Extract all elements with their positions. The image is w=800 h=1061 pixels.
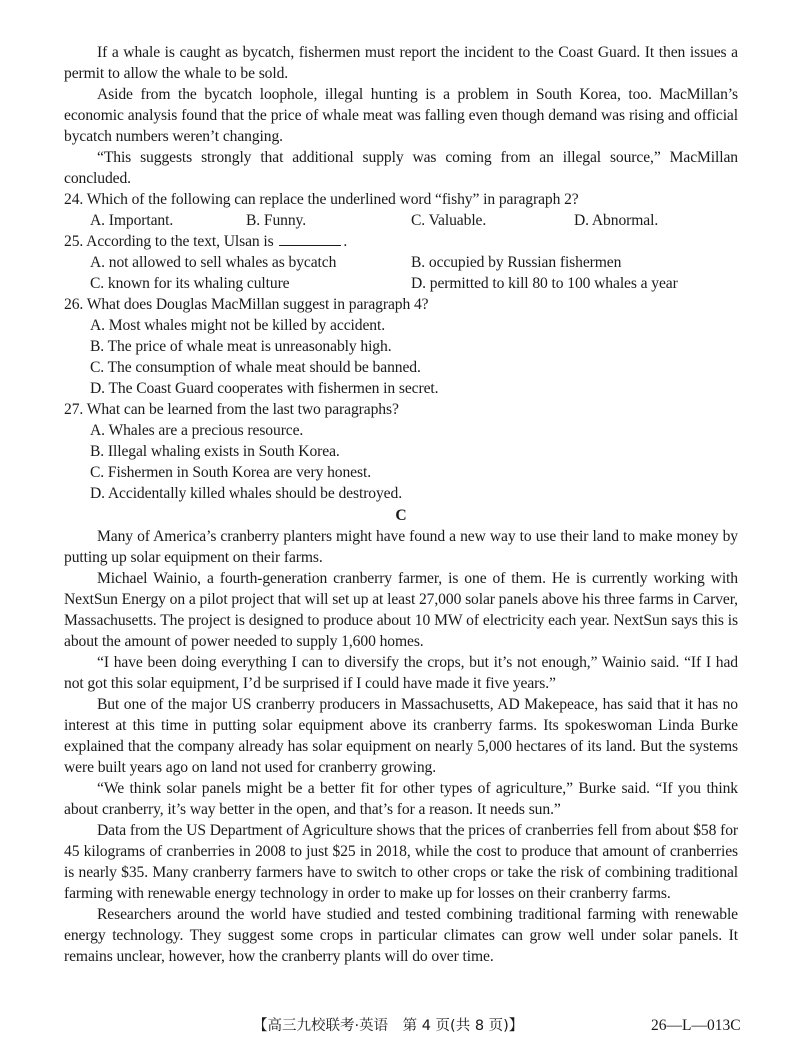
question-number: 27.	[64, 401, 84, 418]
question-26	[64, 294, 738, 399]
question-text: What can be learned from the last two paragraphs?	[86, 401, 399, 418]
option-a: A. Important.	[90, 212, 174, 229]
question-number: 26.	[64, 296, 84, 313]
paragraph: But one of the major US cranberry producers in Massachusetts, AD Makepeace, has said that it has no interest at this time in putting solar equipment above its cranberry farms. Its spokeswoman Linda Burke explained that the company already has solar equipment on nearly 5,000 hectares of its land. But the systems were built years ago on land not used for cranberry growing.	[64, 696, 738, 776]
question-number: 24.	[64, 191, 84, 208]
question-25	[64, 231, 738, 294]
page-footer	[0, 1015, 800, 1037]
question-24	[64, 189, 738, 231]
paragraph: “We think solar panels might be a better fit for other types of agriculture,” Burke said. “If you think about cranberry, it’s way better in the open, and that’s for a reason. It needs sun.”	[64, 780, 738, 818]
question-text: What does Douglas MacMillan suggest in paragraph 4?	[86, 296, 429, 313]
paragraph: Many of America’s cranberry planters might have found a new way to use their land to make money by putting up solar equipment on their farms.	[64, 528, 738, 566]
option-b: B. Funny.	[246, 212, 307, 229]
option-c: C. Fishermen in South Korea are very honest.	[90, 464, 371, 481]
option-b: B. The price of whale meat is unreasonably high.	[90, 338, 392, 355]
option-d: D. Abnormal.	[574, 212, 659, 229]
paragraph: “This suggests strongly that additional supply was coming from an illegal source,” MacMillan concluded.	[64, 149, 738, 187]
question-stem	[64, 231, 738, 252]
option-c: C. Valuable.	[411, 212, 487, 229]
option-d: D. The Coast Guard cooperates with fishermen in secret.	[90, 380, 439, 397]
question-stem	[64, 399, 738, 420]
options-row	[64, 273, 738, 294]
option-b: B. occupied by Russian fishermen	[411, 254, 622, 271]
option-d: D. Accidentally killed whales should be destroyed.	[90, 485, 402, 502]
question-stem	[64, 189, 738, 210]
option-a: A. Whales are a precious resource.	[90, 422, 304, 439]
option-a: A. Most whales might not be killed by accident.	[90, 317, 385, 334]
option-a: A. not allowed to sell whales as bycatch	[90, 254, 337, 271]
option-d: D. permitted to kill 80 to 100 whales a year	[411, 275, 678, 292]
question-text-end: .	[343, 233, 348, 250]
options-row	[64, 252, 738, 273]
option-b: B. Illegal whaling exists in South Korea.	[90, 443, 340, 460]
paragraph: Data from the US Department of Agriculture shows that the prices of cranberries fell from about $58 for 45 kilograms of cranberries in 2008 to just $25 in 2018, while the cost to produce that amount of cranberries is nearly $35. Many cranberry farmers have to switch to other crops or take the risk of combining traditional farming with renewable energy technology in order to make up for losses on their cranberry farms.	[64, 822, 738, 902]
paragraph: Michael Wainio, a fourth-generation cranberry farmer, is one of them. He is currently working with NextSun Energy on a pilot project that will set up at least 27,000 solar panels above his three farms in Carver, Massachusetts. The project is designed to produce about 10 MW of electricity each year. NextSun says this is about the amount of power needed to supply 1,600 homes.	[64, 570, 738, 650]
passage-c	[64, 526, 738, 967]
paragraph: Aside from the bycatch loophole, illegal hunting is a problem in South Korea, too. MacMillan’s economic analysis found that the price of whale meat was falling even though demand was rising and official bycatch numbers weren’t changing.	[64, 86, 738, 145]
question-stem	[64, 294, 738, 315]
passage-b-tail	[64, 42, 738, 189]
answer-blank	[279, 231, 341, 246]
options-row	[64, 210, 738, 231]
paper-code: 26—L—013C	[651, 1017, 741, 1034]
option-c: C. known for its whaling culture	[90, 275, 290, 292]
exam-label: 【高三九校联考·英语 第 4 页(共 8 页)】	[253, 1018, 524, 1034]
exam-page	[64, 42, 738, 967]
paragraph: “I have been doing everything I can to diversify the crops, but it’s not enough,” Wainio said. “If I had not got this solar equipment, I’d be surprised if I could have made it five years.”	[64, 654, 738, 692]
question-text: According to the text, Ulsan is	[86, 233, 274, 250]
question-text: Which of the following can replace the underlined word “fishy” in paragraph 2?	[86, 191, 579, 208]
section-heading: C	[395, 507, 407, 524]
question-27	[64, 399, 738, 504]
option-c: C. The consumption of whale meat should be banned.	[90, 359, 421, 376]
paragraph: If a whale is caught as bycatch, fishermen must report the incident to the Coast Guard. It then issues a permit to allow the whale to be sold.	[64, 44, 738, 82]
question-number: 25.	[64, 233, 84, 250]
paragraph: Researchers around the world have studied and tested combining traditional farming with renewable energy technology. They suggest some crops in particular climates can grow well under solar panels. It remains unclear, however, how the cranberry plants will do over time.	[64, 906, 738, 965]
